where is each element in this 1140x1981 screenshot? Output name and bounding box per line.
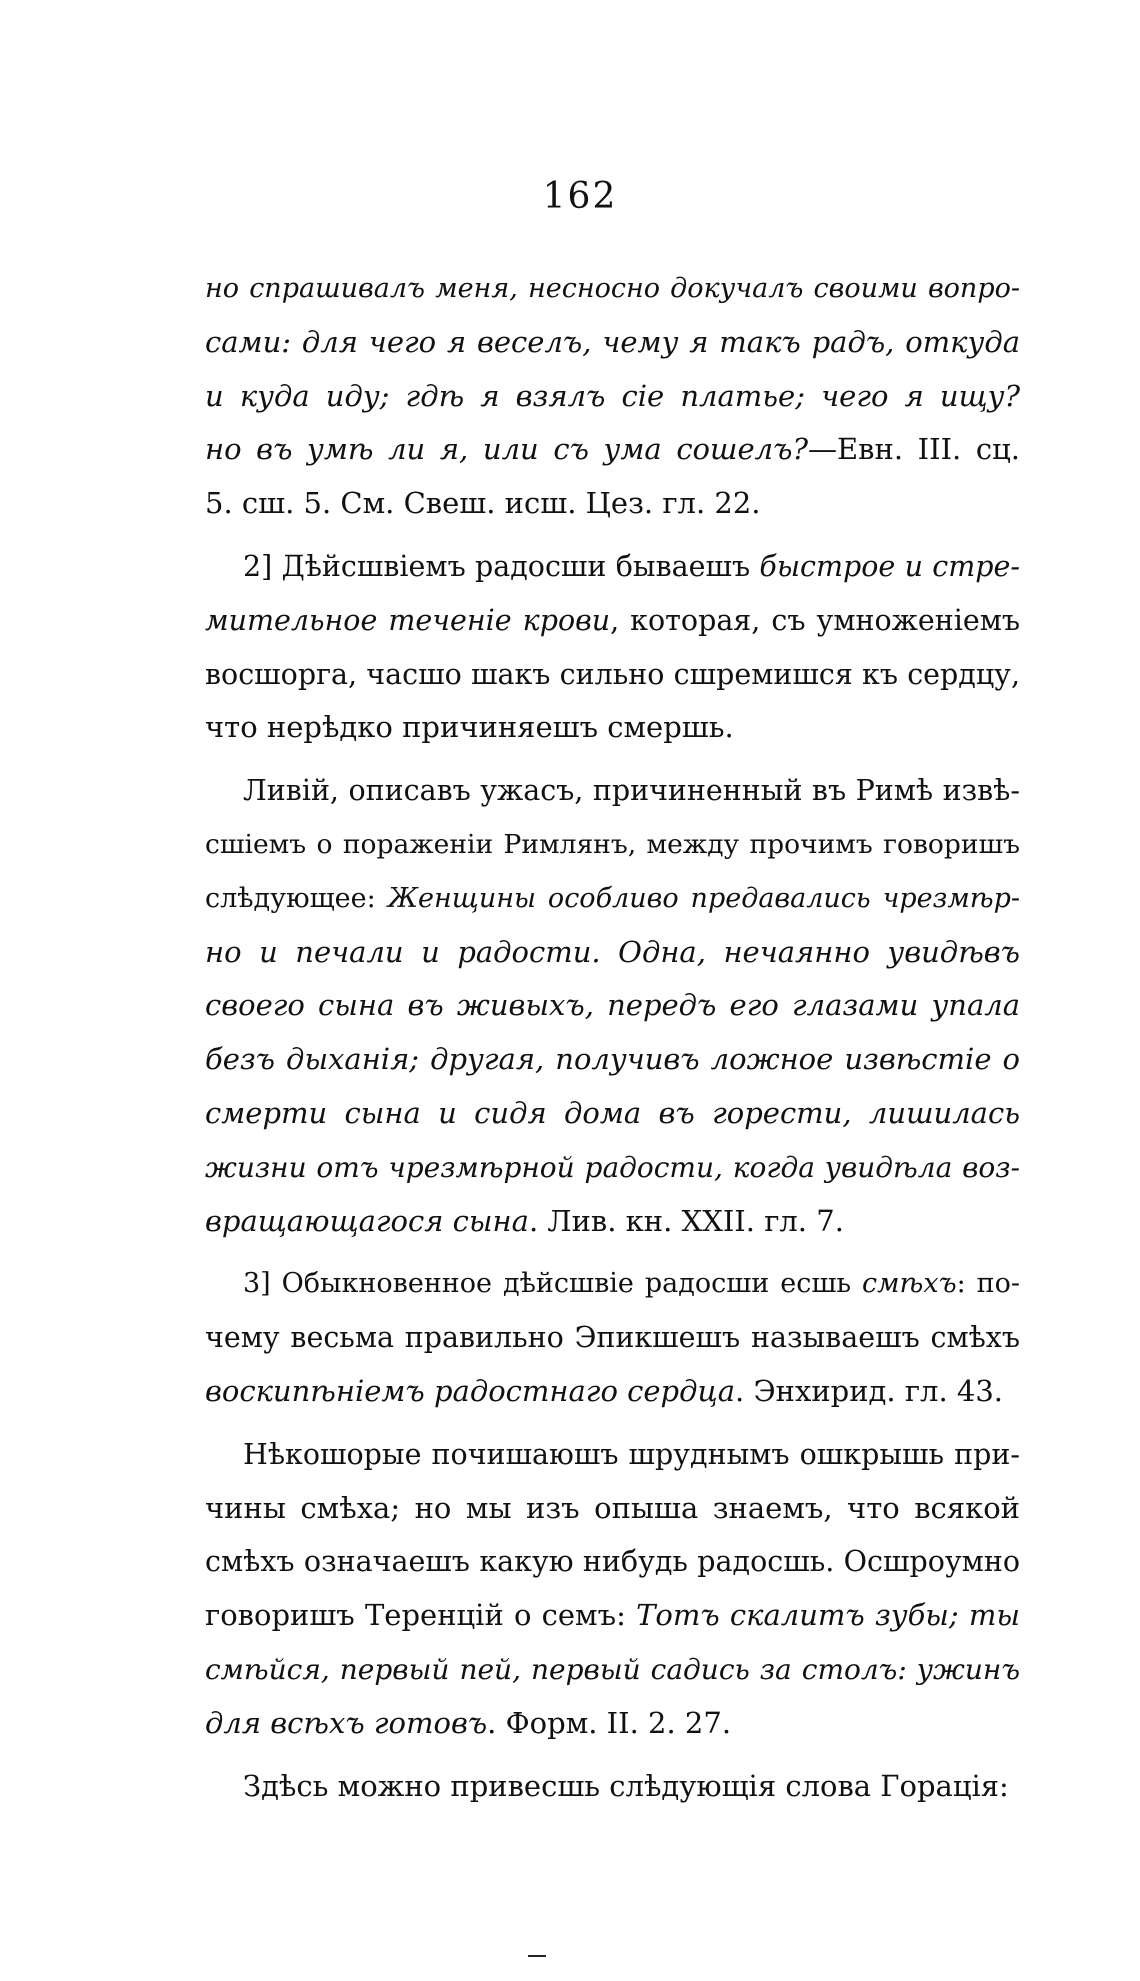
text-span: для всѣхъ готовъ (205, 1705, 488, 1740)
text-span: воскипѣніемъ радостнаго сердца (205, 1373, 736, 1408)
text-span: 2] Дѣйсшвіемъ радосши бываешъ (243, 549, 760, 583)
text-line-21 (205, 1365, 1020, 1419)
text-span: но и печали и радости. Одна, нечаянно увидѣвъ (205, 934, 1020, 969)
text-line-13 (205, 926, 1020, 980)
footer-rule (528, 1955, 546, 1957)
text-line-17 (205, 1141, 1020, 1195)
text-line-7 (205, 594, 1020, 648)
text-span: смѣйся, первый пей, первый садись за столъ: ужинъ (205, 1652, 1020, 1686)
text-span: чины смѣха; но мы изъ опыша знаемъ, что всякой (205, 1490, 1020, 1525)
text-span: своего сына въ живыхъ, передъ его глазами упала (205, 988, 1020, 1023)
text-span: чему весьма правильно Эпикшешъ называешъ смѣхъ (205, 1321, 1020, 1355)
text-span: восшорга, часшо шакъ сильно сшремишся къ сердцу, (205, 657, 1020, 691)
text-span: . Энхирид. гл. 43. (735, 1373, 1004, 1408)
text-span: Женщины особливо предавались чрезмѣр- (387, 882, 1020, 914)
text-line-25 (205, 1589, 1020, 1643)
text-span: и куда иду; гдѣ я взялъ сіе платье; чего я ищу? (205, 378, 1020, 413)
text-span: 3] Обыкновенное дѣйсшвіе радосши есшь (243, 1268, 863, 1300)
text-line-12 (205, 872, 1020, 926)
text-span: Здѣсь можно привесшь слѣдующія слова Горація: (243, 1768, 1009, 1803)
text-span: сами: для чего я веселъ, чему я такъ радъ, откуда (205, 324, 1020, 359)
text-line-1 (205, 262, 1020, 316)
text-line-18 (205, 1195, 1020, 1249)
text-line-8 (205, 648, 1020, 702)
text-line-24 (205, 1535, 1020, 1589)
text-line-27 (205, 1697, 1020, 1751)
text-span: Тотъ скалитъ зубы; ты (636, 1598, 1020, 1633)
text-span: но спрашивалъ меня, несносно докучалъ своими вопро- (205, 273, 1020, 304)
text-span: смѣхъ (862, 1268, 957, 1300)
text-span: быстрое и стре- (759, 549, 1020, 583)
text-span: Ливій, описавъ ужасъ, причиненный въ Римѣ извѣ- (243, 774, 1020, 808)
text-span: —Евн. III. сц. (808, 432, 1020, 467)
text-span: . Форм. II. 2. 27. (487, 1705, 732, 1740)
text-line-4 (205, 423, 1020, 477)
text-span: сшіемъ о пораженіи Римлянъ, между прочимъ говоришъ (205, 828, 1020, 860)
text-line-19 (205, 1257, 1020, 1311)
text-line-11 (205, 818, 1020, 872)
text-line-3 (205, 370, 1020, 424)
text-span: безъ дыханія; другая, получивъ ложное извѣстіе о (205, 1042, 1020, 1077)
text-span: . Лив. кн. XXII. гл. 7. (528, 1203, 844, 1238)
text-span: что нерѣдко причиняешъ смершь. (205, 710, 734, 745)
text-span: жизни отъ чрезмѣрной радости, когда увидѣла воз- (205, 1150, 1020, 1184)
text-line-9 (205, 701, 1020, 755)
text-span: 5. сш. 5. См. Свеш. исш. Цез. гл. 22. (205, 486, 761, 521)
body-text (205, 262, 1020, 1813)
text-span: смерти сына и сидя дома въ горести, лишилась (205, 1095, 1020, 1130)
text-span: говоришъ Теренцій о семъ: (205, 1598, 637, 1633)
text-line-6 (205, 540, 1020, 594)
text-span: Нѣкошорые почишаюшъ шруднымъ ошкрышь при- (243, 1437, 1020, 1471)
text-span: но въ умѣ ли я, или съ ума сошелъ? (205, 432, 808, 467)
page-number: 162 (542, 176, 618, 217)
text-span: слѣдующее: (205, 882, 388, 914)
text-line-10 (205, 764, 1020, 818)
text-span: вращающагося сына (205, 1203, 529, 1238)
text-line-15 (205, 1033, 1020, 1087)
text-line-16 (205, 1087, 1020, 1141)
text-line-26 (205, 1643, 1020, 1697)
text-line-28 (205, 1760, 1020, 1814)
text-line-5 (205, 477, 1020, 531)
text-span: : по- (956, 1268, 1020, 1300)
text-line-23 (205, 1482, 1020, 1536)
text-line-20 (205, 1311, 1020, 1365)
text-line-2 (205, 316, 1020, 370)
text-span: , которая, съ умноженіемъ (610, 603, 1020, 637)
text-line-22 (205, 1428, 1020, 1482)
text-span: мительное теченіе крови (205, 603, 611, 637)
text-line-14 (205, 979, 1020, 1033)
text-span: смѣхъ означаешъ какую нибудь радосшь. Осшроумно (205, 1545, 1020, 1579)
